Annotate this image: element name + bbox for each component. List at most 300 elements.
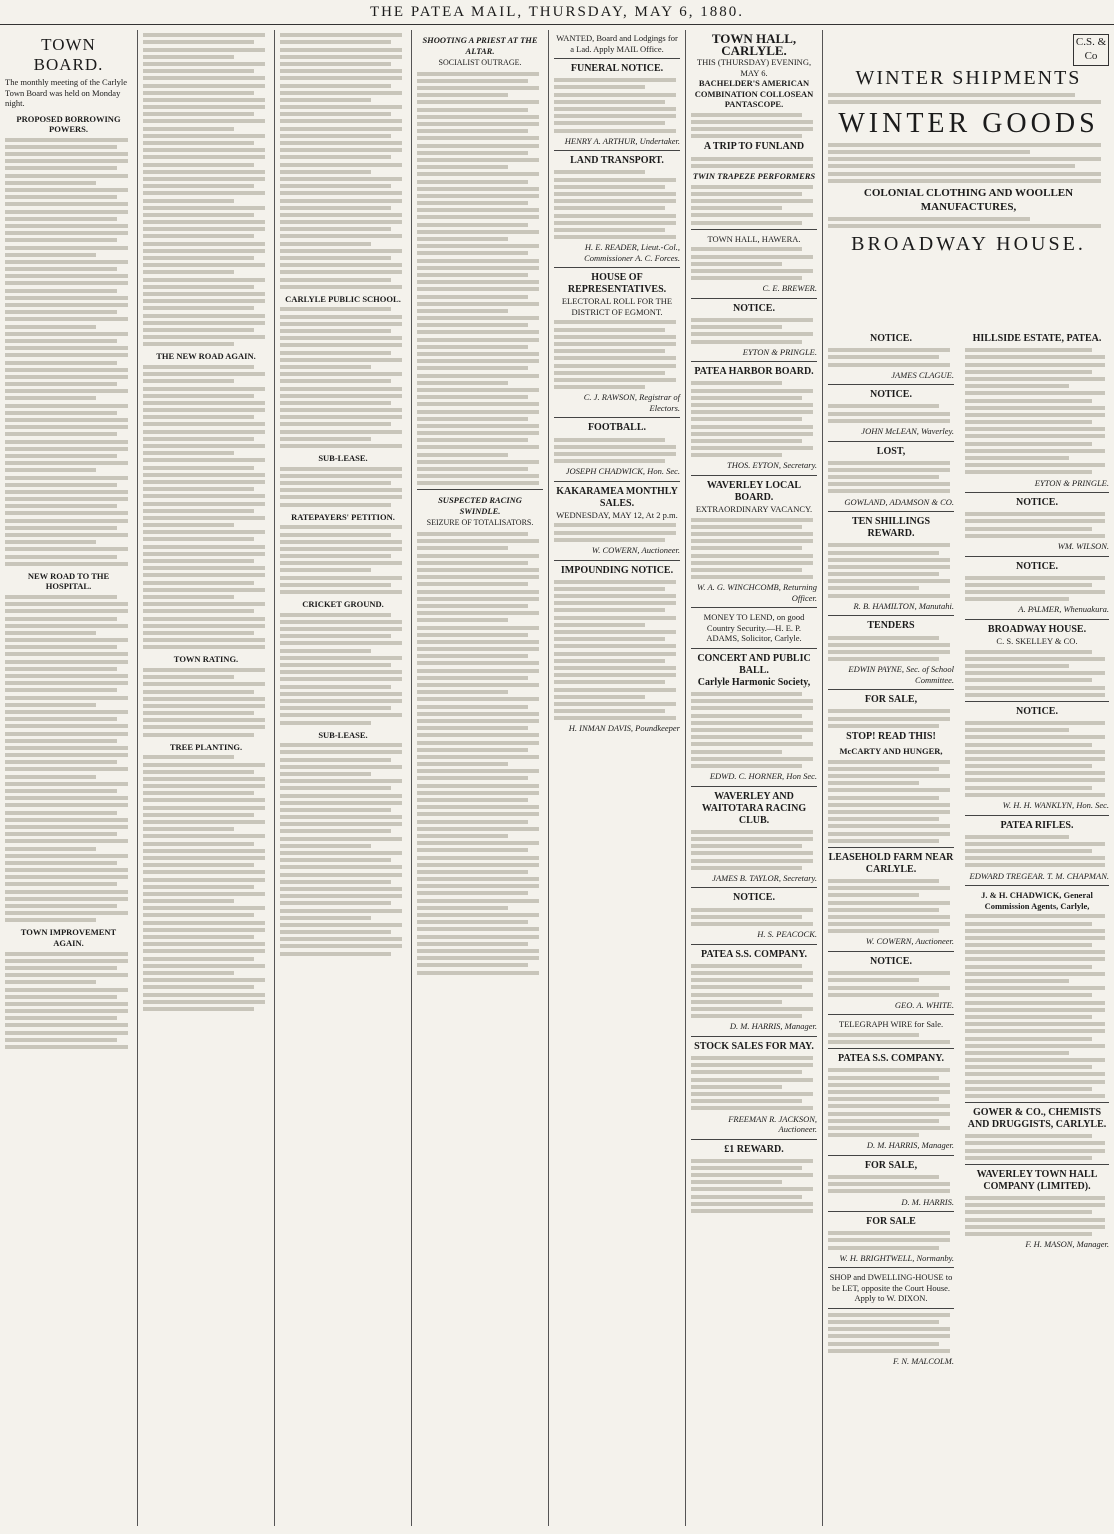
text-line-placeholder bbox=[828, 217, 1030, 221]
text-line-placeholder bbox=[417, 208, 539, 212]
text-line-placeholder bbox=[280, 249, 402, 253]
notice-title: NOTICE. bbox=[1016, 560, 1058, 572]
text-line-placeholder bbox=[143, 473, 265, 477]
text-line-placeholder bbox=[5, 638, 128, 642]
advert-town-hall-carlyle bbox=[691, 33, 817, 225]
text-line-placeholder bbox=[280, 474, 402, 478]
text-line-placeholder bbox=[280, 394, 402, 398]
notice-title: GOWER & CO., CHEMISTS AND DRUGGISTS, CARLYLE. bbox=[967, 1107, 1107, 1130]
text-line-placeholder bbox=[554, 192, 676, 196]
text-line-placeholder bbox=[5, 717, 117, 721]
text-line-placeholder bbox=[143, 957, 254, 961]
text-line-placeholder bbox=[691, 1106, 813, 1110]
text-line-placeholder bbox=[280, 163, 402, 167]
text-line-placeholder bbox=[828, 586, 919, 590]
text-line-placeholder bbox=[143, 234, 254, 238]
text-line-placeholder bbox=[143, 199, 234, 203]
text-line-placeholder bbox=[828, 543, 950, 547]
article-body bbox=[143, 365, 269, 649]
text-line-placeholder bbox=[5, 202, 128, 206]
text-line-placeholder bbox=[965, 1080, 1105, 1084]
text-line-placeholder bbox=[828, 164, 1075, 168]
text-line-placeholder bbox=[5, 1045, 128, 1049]
text-line-placeholder bbox=[417, 913, 539, 917]
section-heading: TOWN RATING. bbox=[173, 654, 239, 665]
article-title: SHOOTING A PRIEST AT THE ALTAR. bbox=[422, 35, 538, 56]
text-line-placeholder bbox=[417, 453, 508, 457]
text-line-placeholder bbox=[143, 177, 265, 181]
text-line-placeholder bbox=[691, 192, 802, 196]
advert-title: STOCK SALES FOR MAY. bbox=[694, 1040, 814, 1052]
text-line-placeholder bbox=[691, 714, 802, 718]
text-line-placeholder bbox=[417, 172, 539, 176]
text-line-placeholder bbox=[965, 863, 1105, 867]
text-line-placeholder bbox=[143, 394, 254, 398]
notice-signature: W. H. BRIGHTWELL, Normanby. bbox=[839, 1252, 954, 1263]
text-line-placeholder bbox=[828, 558, 950, 562]
text-line-placeholder bbox=[143, 314, 265, 318]
text-line-placeholder bbox=[280, 699, 402, 703]
text-line-placeholder bbox=[280, 503, 391, 507]
text-line-placeholder bbox=[965, 686, 1105, 690]
notice-title: FOR SALE, bbox=[864, 1159, 918, 1171]
text-line-placeholder bbox=[554, 531, 676, 535]
notice-title: LOST, bbox=[876, 445, 906, 457]
text-line-placeholder bbox=[5, 875, 128, 879]
text-line-placeholder bbox=[280, 365, 371, 369]
text-line-placeholder bbox=[143, 545, 265, 549]
text-line-placeholder bbox=[965, 442, 1092, 446]
text-line-placeholder bbox=[554, 688, 676, 692]
text-line-placeholder bbox=[965, 363, 1105, 367]
text-line-placeholder bbox=[143, 321, 265, 325]
text-line-placeholder bbox=[417, 748, 528, 752]
text-line-placeholder bbox=[5, 952, 128, 956]
text-line-placeholder bbox=[143, 827, 234, 831]
text-line-placeholder bbox=[417, 144, 539, 148]
text-line-placeholder bbox=[143, 690, 254, 694]
article-body bbox=[280, 613, 406, 725]
advert-concert bbox=[691, 653, 817, 782]
text-line-placeholder bbox=[965, 456, 1069, 460]
column-4 bbox=[412, 30, 548, 1526]
text-line-placeholder bbox=[417, 445, 539, 449]
text-line-placeholder bbox=[5, 1031, 128, 1035]
advert-title: LAND TRANSPORT. bbox=[570, 155, 664, 167]
text-line-placeholder bbox=[143, 906, 265, 910]
text-line-placeholder bbox=[417, 93, 508, 97]
notice-signature: F. N. MALCOLM. bbox=[892, 1355, 954, 1366]
text-line-placeholder bbox=[965, 1232, 1092, 1236]
text-line-placeholder bbox=[691, 764, 802, 768]
text-line-placeholder bbox=[417, 812, 539, 816]
article-body bbox=[5, 595, 132, 922]
advert-signature: C. J. RAWSON, Registrar of Electors. bbox=[583, 392, 680, 413]
notice-title: McCARTY AND HUNGER, bbox=[839, 746, 943, 756]
text-line-placeholder bbox=[143, 595, 234, 599]
text-line-placeholder bbox=[965, 449, 1105, 453]
text-line-placeholder bbox=[417, 122, 539, 126]
text-line-placeholder bbox=[417, 784, 539, 788]
text-line-placeholder bbox=[5, 454, 117, 458]
text-line-placeholder bbox=[143, 458, 265, 462]
text-line-placeholder bbox=[143, 624, 265, 628]
text-line-placeholder bbox=[280, 155, 391, 159]
text-line-placeholder bbox=[5, 959, 128, 963]
text-line-placeholder bbox=[5, 911, 128, 915]
text-line-placeholder bbox=[691, 396, 802, 400]
text-line-placeholder bbox=[828, 551, 939, 555]
text-line-placeholder bbox=[417, 481, 539, 485]
text-line-placeholder bbox=[417, 302, 539, 306]
column-7 bbox=[823, 330, 959, 1526]
text-line-placeholder bbox=[5, 353, 128, 357]
text-line-placeholder bbox=[965, 735, 1105, 739]
advert-town-hall-hawera bbox=[691, 234, 817, 294]
text-line-placeholder bbox=[143, 978, 265, 982]
text-line-placeholder bbox=[5, 346, 128, 350]
text-line-placeholder bbox=[965, 1210, 1092, 1214]
text-line-placeholder bbox=[691, 1056, 813, 1060]
text-line-placeholder bbox=[965, 856, 1105, 860]
text-line-placeholder bbox=[5, 432, 117, 436]
text-line-placeholder bbox=[691, 539, 813, 543]
text-line-placeholder bbox=[143, 270, 234, 274]
text-line-placeholder bbox=[417, 920, 528, 924]
notice-title: TEN SHILLINGS REWARD. bbox=[851, 516, 931, 540]
text-line-placeholder bbox=[5, 775, 96, 779]
text-line-placeholder bbox=[143, 798, 265, 802]
text-line-placeholder bbox=[280, 815, 402, 819]
text-line-placeholder bbox=[417, 604, 528, 608]
text-line-placeholder bbox=[417, 316, 539, 320]
text-line-placeholder bbox=[417, 697, 539, 701]
notice-title: BROADWAY HOUSE. bbox=[987, 623, 1087, 635]
text-line-placeholder bbox=[143, 784, 265, 788]
text-line-placeholder bbox=[965, 671, 1105, 675]
text-line-placeholder bbox=[828, 1104, 950, 1108]
text-line-placeholder bbox=[554, 371, 665, 375]
text-line-placeholder bbox=[280, 887, 402, 891]
column-8 bbox=[960, 330, 1114, 1526]
text-line-placeholder bbox=[691, 247, 802, 251]
text-line-placeholder bbox=[828, 348, 950, 352]
text-line-placeholder bbox=[5, 533, 128, 537]
text-line-placeholder bbox=[280, 873, 402, 877]
section-heading: SUB-LEASE. bbox=[318, 453, 368, 463]
text-line-placeholder bbox=[143, 697, 265, 701]
text-line-placeholder bbox=[691, 750, 782, 754]
text-line-placeholder bbox=[5, 1023, 128, 1027]
text-line-placeholder bbox=[5, 310, 117, 314]
text-line-placeholder bbox=[691, 908, 813, 912]
text-line-placeholder bbox=[280, 379, 391, 383]
article-body bbox=[143, 33, 269, 346]
section-heading: RATEPAYERS' PETITION. bbox=[291, 511, 395, 522]
text-line-placeholder bbox=[417, 935, 539, 939]
text-line-placeholder bbox=[5, 897, 128, 901]
text-line-placeholder bbox=[417, 151, 528, 155]
text-line-placeholder bbox=[280, 837, 402, 841]
text-line-placeholder bbox=[5, 519, 128, 523]
notice-title: NOTICE. bbox=[1016, 705, 1058, 717]
text-line-placeholder bbox=[143, 256, 254, 260]
advert-title: NOTICE. bbox=[733, 892, 775, 904]
section-heading: NEW ROAD TO THE HOSPITAL. bbox=[27, 570, 110, 592]
text-line-placeholder bbox=[5, 890, 128, 894]
text-line-placeholder bbox=[828, 1076, 939, 1080]
text-line-placeholder bbox=[280, 408, 402, 412]
text-line-placeholder bbox=[965, 757, 1105, 761]
text-line-placeholder bbox=[554, 459, 665, 463]
advert-ss-company bbox=[691, 949, 817, 1032]
text-line-placeholder bbox=[691, 1078, 813, 1082]
text-line-placeholder bbox=[143, 755, 234, 759]
text-line-placeholder bbox=[965, 793, 1105, 797]
text-line-placeholder bbox=[828, 1189, 950, 1193]
text-line-placeholder bbox=[828, 1320, 939, 1324]
text-line-placeholder bbox=[5, 681, 128, 685]
text-line-placeholder bbox=[828, 1238, 950, 1242]
text-line-placeholder bbox=[417, 359, 539, 363]
text-line-placeholder bbox=[828, 971, 950, 975]
text-line-placeholder bbox=[5, 267, 117, 271]
text-line-placeholder bbox=[965, 693, 1105, 697]
text-line-placeholder bbox=[965, 1029, 1105, 1033]
text-line-placeholder bbox=[280, 134, 391, 138]
article-body bbox=[280, 467, 406, 507]
text-line-placeholder bbox=[691, 993, 813, 997]
advert-wanted bbox=[554, 33, 680, 54]
text-line-placeholder bbox=[280, 916, 371, 920]
text-line-placeholder bbox=[554, 114, 676, 118]
text-line-placeholder bbox=[828, 788, 950, 792]
text-line-placeholder bbox=[417, 891, 528, 895]
text-line-placeholder bbox=[280, 177, 402, 181]
text-line-placeholder bbox=[143, 76, 265, 80]
text-line-placeholder bbox=[417, 863, 539, 867]
text-line-placeholder bbox=[691, 561, 813, 565]
text-line-placeholder bbox=[554, 659, 665, 663]
text-line-placeholder bbox=[280, 69, 402, 73]
text-line-placeholder bbox=[5, 1038, 117, 1042]
text-line-placeholder bbox=[280, 351, 391, 355]
text-line-placeholder bbox=[417, 870, 528, 874]
text-line-placeholder bbox=[417, 72, 539, 76]
text-line-placeholder bbox=[828, 475, 939, 479]
text-line-placeholder bbox=[417, 884, 539, 888]
text-line-placeholder bbox=[417, 532, 528, 536]
text-line-placeholder bbox=[280, 141, 402, 145]
text-line-placeholder bbox=[554, 680, 665, 684]
text-line-placeholder bbox=[5, 789, 117, 793]
text-line-placeholder bbox=[965, 957, 1105, 961]
text-line-placeholder bbox=[691, 340, 802, 344]
text-line-placeholder bbox=[143, 155, 265, 159]
text-line-placeholder bbox=[417, 546, 508, 550]
text-line-placeholder bbox=[143, 249, 265, 253]
text-line-placeholder bbox=[143, 942, 265, 946]
text-line-placeholder bbox=[5, 547, 128, 551]
text-line-placeholder bbox=[5, 882, 117, 886]
text-line-placeholder bbox=[280, 285, 402, 289]
text-line-placeholder bbox=[143, 227, 265, 231]
text-line-placeholder bbox=[554, 630, 676, 634]
text-line-placeholder bbox=[417, 259, 539, 263]
text-line-placeholder bbox=[828, 363, 950, 367]
notice-title: NOTICE. bbox=[870, 389, 912, 401]
text-line-placeholder bbox=[417, 927, 539, 931]
text-line-placeholder bbox=[828, 767, 939, 771]
text-line-placeholder bbox=[828, 636, 939, 640]
text-line-placeholder bbox=[965, 370, 1092, 374]
text-line-placeholder bbox=[965, 842, 1105, 846]
text-line-placeholder bbox=[417, 287, 539, 291]
text-line-placeholder bbox=[828, 1313, 950, 1317]
advert-reward bbox=[691, 1144, 817, 1214]
text-line-placeholder bbox=[5, 652, 128, 656]
text-line-placeholder bbox=[5, 296, 128, 300]
text-line-placeholder bbox=[828, 1231, 950, 1235]
text-line-placeholder bbox=[691, 1159, 813, 1163]
text-line-placeholder bbox=[280, 495, 402, 499]
text-line-placeholder bbox=[554, 523, 676, 527]
text-line-placeholder bbox=[417, 841, 539, 845]
text-line-placeholder bbox=[5, 332, 128, 336]
text-line-placeholder bbox=[965, 849, 1092, 853]
advert-signature: H. E. READER, Lieut.-Col., Commissioner A. C. Forces. bbox=[584, 242, 680, 263]
section-heading: CARLYLE PUBLIC SCHOOL. bbox=[285, 293, 401, 304]
text-line-placeholder bbox=[143, 422, 265, 426]
text-line-placeholder bbox=[828, 482, 950, 486]
text-line-placeholder bbox=[691, 255, 813, 259]
text-line-placeholder bbox=[280, 206, 391, 210]
advert-signature: C. E. BREWER. bbox=[762, 283, 817, 294]
text-line-placeholder bbox=[143, 415, 254, 419]
advert-signature: D. M. HARRIS, Manager. bbox=[729, 1021, 817, 1032]
text-line-placeholder bbox=[280, 33, 402, 37]
notice-signature: W. COWERN, Auctioneer. bbox=[865, 936, 954, 947]
text-line-placeholder bbox=[691, 728, 813, 732]
text-line-placeholder bbox=[280, 372, 402, 376]
text-line-placeholder bbox=[417, 108, 528, 112]
text-line-placeholder bbox=[143, 559, 254, 563]
text-line-placeholder bbox=[828, 355, 939, 359]
text-line-placeholder bbox=[965, 1015, 1092, 1019]
text-line-placeholder bbox=[554, 594, 676, 598]
text-line-placeholder bbox=[143, 401, 265, 405]
text-line-placeholder bbox=[417, 791, 539, 795]
text-line-placeholder bbox=[5, 796, 128, 800]
advert-title: WAVERLEY AND WAITOTARA RACING CLUB. bbox=[701, 790, 807, 826]
text-line-placeholder bbox=[691, 410, 813, 414]
text-line-placeholder bbox=[5, 210, 128, 214]
notice-signature: GEO. A. WHITE. bbox=[894, 999, 954, 1010]
text-line-placeholder bbox=[280, 437, 371, 441]
text-line-placeholder bbox=[828, 824, 950, 828]
text-line-placeholder bbox=[965, 406, 1105, 410]
text-line-placeholder bbox=[965, 1141, 1105, 1145]
text-line-placeholder bbox=[143, 530, 265, 534]
text-line-placeholder bbox=[417, 338, 539, 342]
text-line-placeholder bbox=[5, 609, 128, 613]
text-line-placeholder bbox=[965, 1134, 1092, 1138]
text-line-placeholder bbox=[280, 84, 391, 88]
text-line-placeholder bbox=[5, 617, 117, 621]
text-line-placeholder bbox=[143, 617, 265, 621]
article-body bbox=[143, 755, 269, 1011]
text-line-placeholder bbox=[280, 191, 402, 195]
text-line-placeholder bbox=[143, 892, 265, 896]
text-line-placeholder bbox=[280, 467, 402, 471]
article-body bbox=[5, 952, 132, 1049]
text-line-placeholder bbox=[280, 649, 371, 653]
advert-title: TOWN HALL, HAWERA. bbox=[707, 233, 801, 244]
text-line-placeholder bbox=[5, 595, 117, 599]
text-line-placeholder bbox=[143, 263, 265, 267]
text-line-placeholder bbox=[691, 332, 813, 336]
text-line-placeholder bbox=[417, 395, 528, 399]
text-line-placeholder bbox=[417, 755, 539, 759]
text-line-placeholder bbox=[554, 673, 676, 677]
text-line-placeholder bbox=[417, 309, 508, 313]
text-line-placeholder bbox=[143, 430, 265, 434]
masthead: THE PATEA MAIL, THURSDAY, MAY 6, 1880. bbox=[0, 0, 1114, 25]
text-line-placeholder bbox=[5, 504, 117, 508]
text-line-placeholder bbox=[965, 1022, 1105, 1026]
text-line-placeholder bbox=[965, 965, 1092, 969]
text-line-placeholder bbox=[143, 711, 254, 715]
text-line-placeholder bbox=[143, 949, 265, 953]
advert-title: FOOTBALL. bbox=[587, 422, 647, 434]
text-line-placeholder bbox=[828, 143, 1101, 147]
text-line-placeholder bbox=[965, 664, 1069, 668]
text-line-placeholder bbox=[965, 1037, 1092, 1041]
text-line-placeholder bbox=[417, 460, 539, 464]
text-line-placeholder bbox=[691, 262, 782, 266]
text-line-placeholder bbox=[5, 418, 128, 422]
text-line-placeholder bbox=[828, 1097, 939, 1101]
text-line-placeholder bbox=[691, 1092, 813, 1096]
text-line-placeholder bbox=[5, 562, 128, 566]
text-line-placeholder bbox=[280, 656, 402, 660]
text-line-placeholder bbox=[965, 576, 1105, 580]
text-line-placeholder bbox=[417, 582, 528, 586]
advert-title: WAVERLEY LOCAL BOARD. bbox=[706, 479, 802, 503]
text-line-placeholder bbox=[280, 692, 402, 696]
text-line-placeholder bbox=[828, 579, 950, 583]
advert-money-to-lend bbox=[691, 612, 817, 644]
text-line-placeholder bbox=[5, 231, 128, 235]
section-heading: SUB-LEASE. bbox=[318, 729, 368, 740]
text-line-placeholder bbox=[5, 425, 128, 429]
text-line-placeholder bbox=[143, 69, 254, 73]
text-line-placeholder bbox=[143, 502, 265, 506]
text-line-placeholder bbox=[554, 221, 676, 225]
advert-title: KAKARAMEA MONTHLY SALES. bbox=[556, 485, 678, 509]
article-body bbox=[417, 72, 543, 486]
text-line-placeholder bbox=[828, 839, 939, 843]
text-line-placeholder bbox=[691, 915, 802, 919]
text-line-placeholder bbox=[280, 786, 391, 790]
text-line-placeholder bbox=[280, 713, 402, 717]
text-line-placeholder bbox=[691, 1014, 802, 1018]
text-line-placeholder bbox=[280, 865, 402, 869]
text-line-placeholder bbox=[417, 539, 539, 543]
text-line-placeholder bbox=[143, 581, 254, 585]
article-body bbox=[280, 743, 406, 955]
column-1 bbox=[0, 30, 137, 1526]
